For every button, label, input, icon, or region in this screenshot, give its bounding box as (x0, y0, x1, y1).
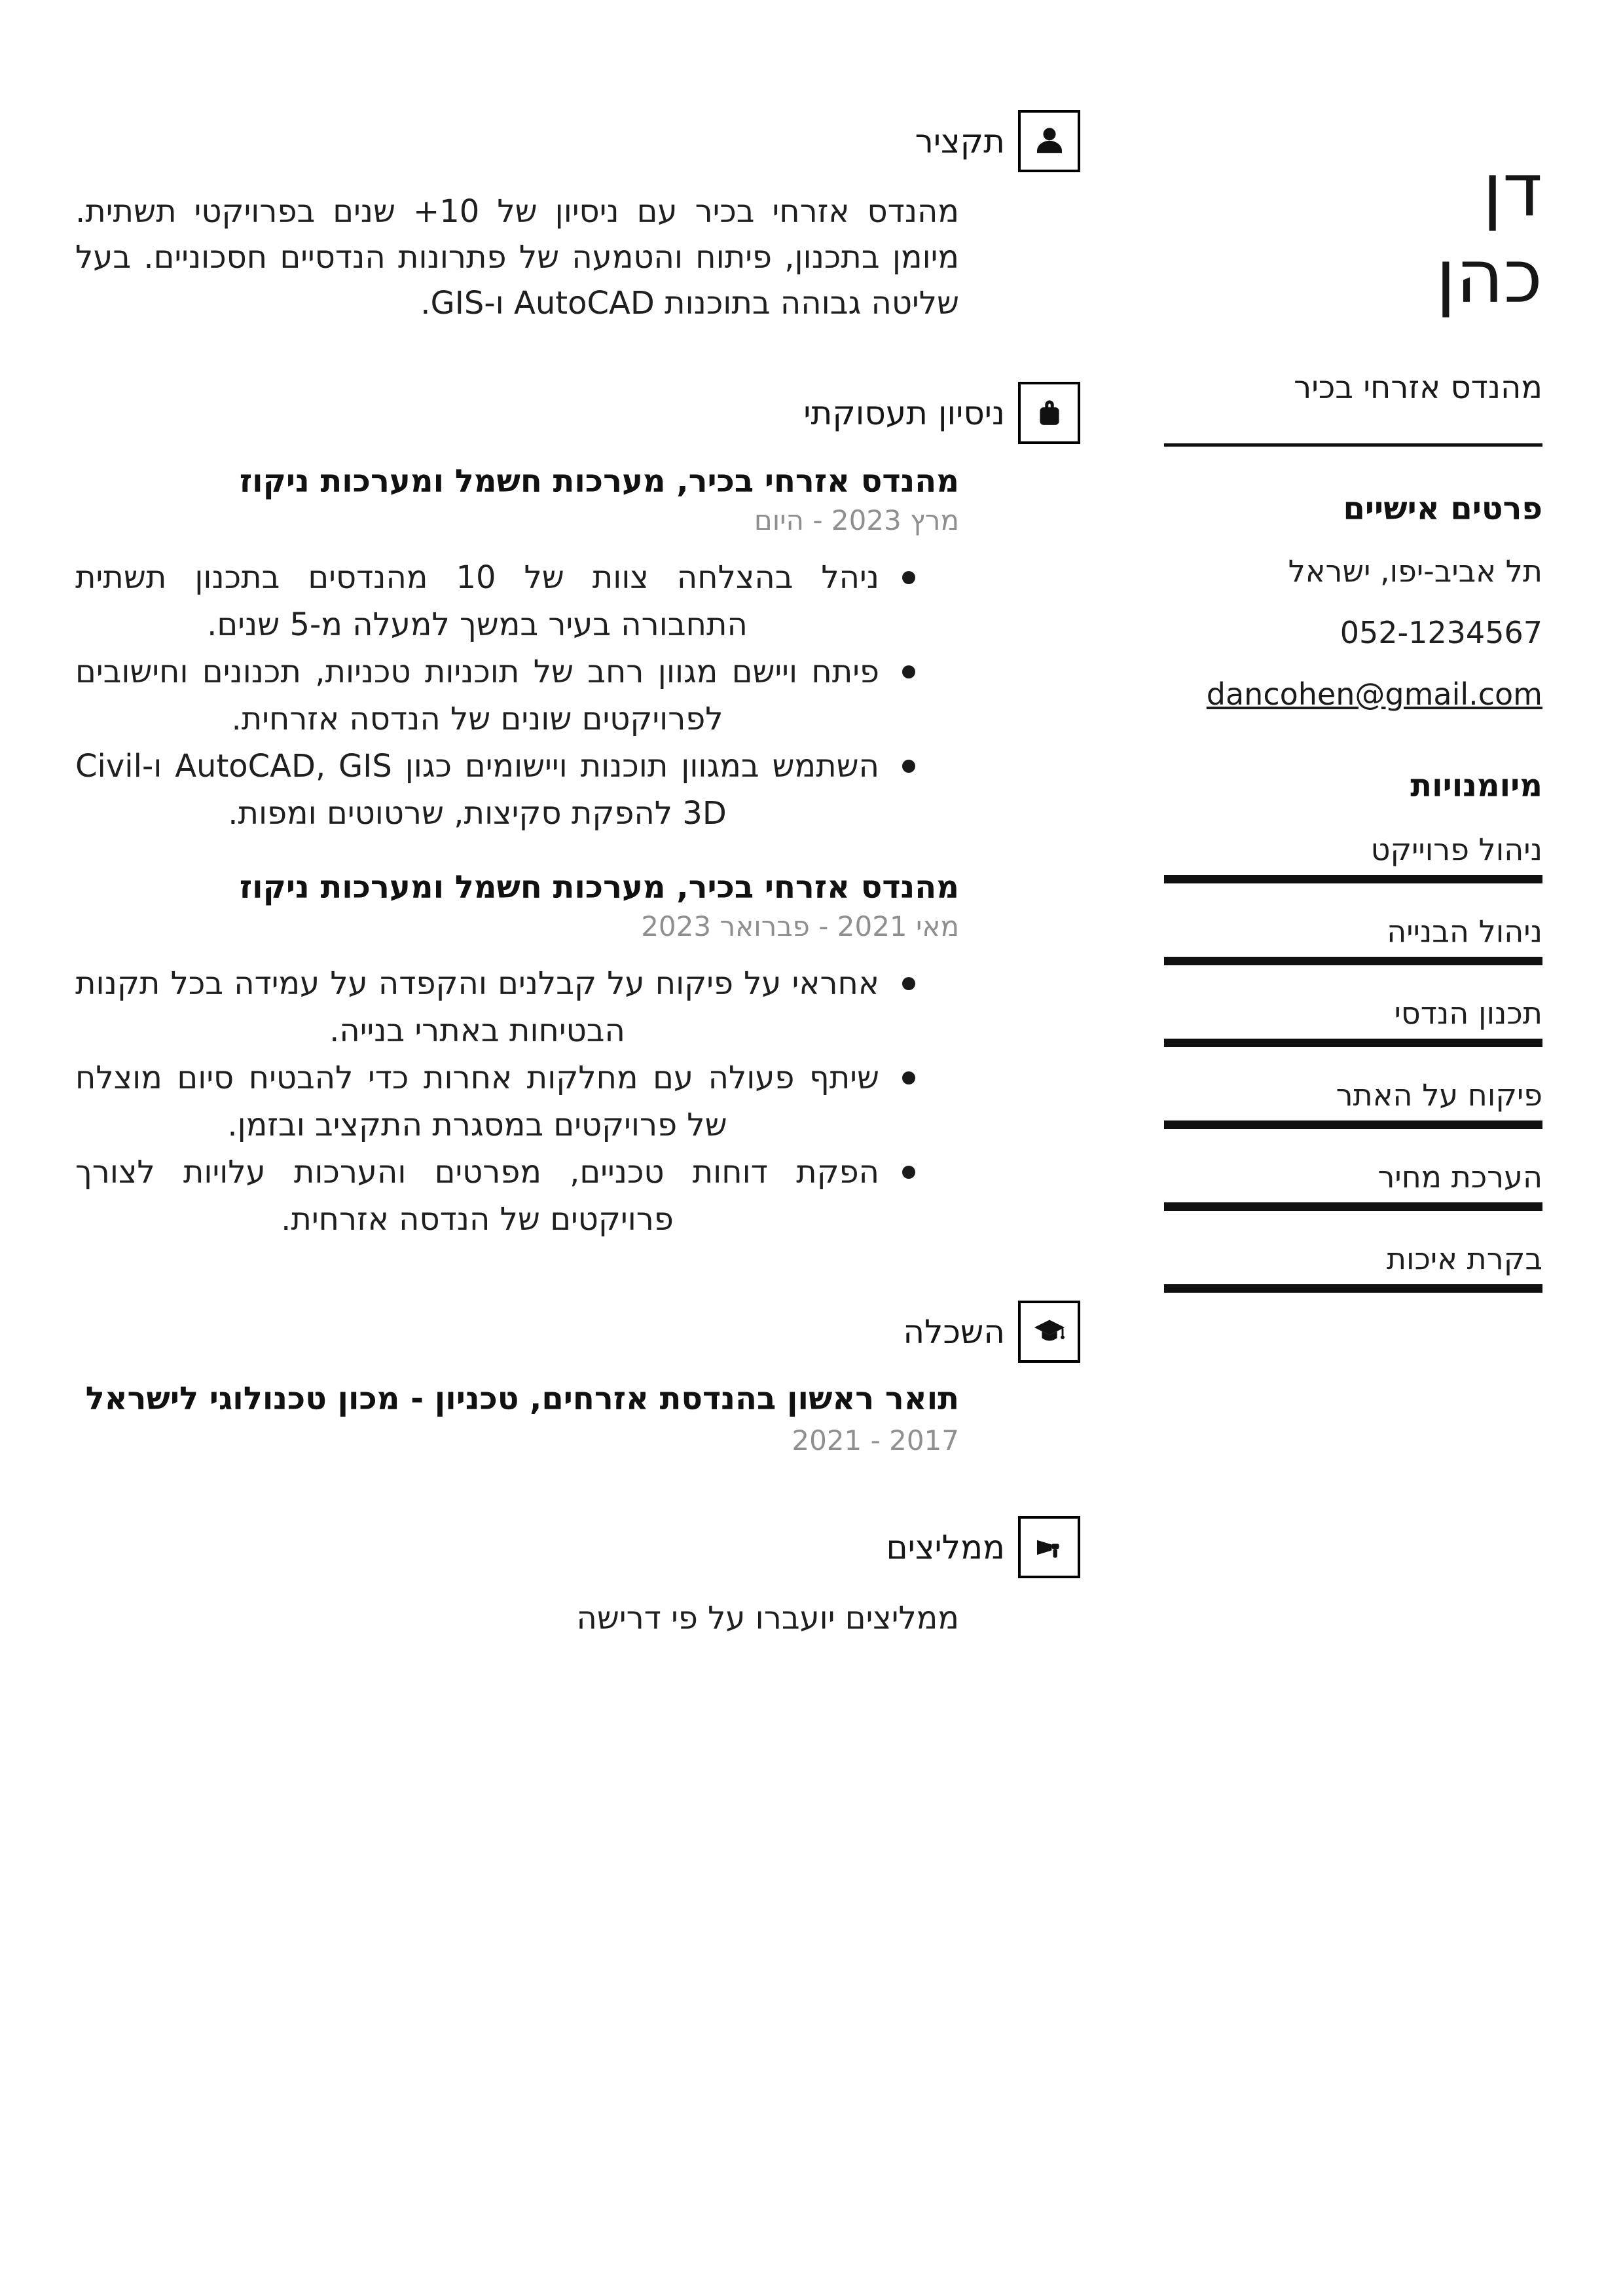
skill-item (1164, 995, 1542, 1047)
skill-item (1164, 1241, 1542, 1293)
briefcase-icon (1018, 382, 1080, 444)
person-icon (1018, 110, 1080, 172)
personal-details-heading: פרטים אישיים (1343, 491, 1542, 528)
sidebar (1164, 98, 1542, 1323)
job-dates: מאי 2021 - פברואר 2023 (641, 910, 959, 942)
skill-level-bar (1164, 1039, 1542, 1047)
skill-item (1164, 1077, 1542, 1129)
skill-level-bar (1164, 1120, 1542, 1129)
summary-section (75, 110, 1080, 326)
references-header (75, 1516, 1080, 1578)
summary-body (75, 189, 959, 326)
job-entry (75, 868, 959, 1243)
skill-level-fill (1164, 1284, 1542, 1293)
education-header (75, 1301, 1080, 1363)
job-bullet: השתמש במגוון תוכנות ויישומים כגון AutoCAD, GIS ו-Civil 3D להפקת סקיצות, שרטוטים ומפות. (75, 743, 879, 837)
skill-label: הערכת מחיר (1377, 1159, 1542, 1195)
skill-label: פיקוח על האתר (1336, 1077, 1542, 1113)
person-job-title: מהנדס אזרחי בכיר (1294, 369, 1542, 407)
summary-heading: תקציר (915, 122, 1005, 160)
skill-level-bar (1164, 875, 1542, 883)
references-body (75, 1595, 959, 1641)
degree-title: תואר ראשון בהנדסת אזרחים, טכניון - מכון טכנולוגי לישראל (85, 1380, 959, 1417)
education-dates: 2017 - 2021 (792, 1424, 959, 1456)
skill-label: בקרת איכות (1386, 1241, 1542, 1277)
phone-number: 052-1234567 (1340, 615, 1542, 651)
job-entry (75, 462, 959, 837)
skill-level-fill (1164, 1202, 1542, 1211)
skill-level-fill (1164, 957, 1542, 965)
person-name (1164, 147, 1542, 320)
references-section (75, 1516, 1080, 1641)
main-content (75, 110, 1080, 1641)
job-title: מהנדס אזרחי בכיר, מערכות חשמל ומערכות ניקוז (239, 869, 959, 906)
first-name: דן (1482, 148, 1542, 234)
job-bullet: ניהל בהצלחה צוות של 10 מהנדסים בתכנון תשתית התחבורה בעיר במשך למעלה מ-5 שנים. (75, 554, 879, 648)
job-title: מהנדס אזרחי בכיר, מערכות חשמל ומערכות ניקוז (239, 463, 959, 500)
sidebar-divider (1164, 443, 1542, 447)
skills-heading: מיומנויות (1410, 768, 1542, 805)
references-heading: ממליצים (886, 1528, 1005, 1566)
summary-text: מהנדס אזרחי בכיר עם ניסיון של 10+ שנים בפרויקטי תשתית. מיומן בתכנון, פיתוח והטמעה של פתרונות הנדסיים חסכוניים. בעל שליטה גבוהה בתוכנות AutoCAD ו-GIS. (75, 193, 959, 322)
job-bullet: שיתף פעולה עם מחלקות אחרות כדי להבטיח סיום מוצלח של פרויקטים במסגרת התקציב ובזמן. (75, 1054, 879, 1149)
skill-label: תכנון הנדסי (1394, 995, 1542, 1031)
skill-label: ניהול הבנייה (1387, 914, 1542, 950)
experience-body (75, 462, 959, 1243)
location-text: תל אביב-יפו, ישראל (1288, 553, 1542, 589)
skill-item (1164, 914, 1542, 965)
education-body (75, 1380, 959, 1457)
skill-level-bar (1164, 957, 1542, 965)
education-heading: השכלה (903, 1312, 1005, 1351)
job-bullets (75, 960, 879, 1243)
experience-heading: ניסיון תעסוקתי (803, 394, 1005, 432)
email-link[interactable]: dancohen@gmail.com (1206, 676, 1542, 713)
references-text: ממליצים יועברו על פי דרישה (576, 1600, 959, 1637)
job-bullet: פיתח ויישם מגוון רחב של תוכניות טכניות, תכנונים וחישובים לפרויקטים שונים של הנדסה אזרחית. (75, 648, 879, 743)
education-section (75, 1301, 1080, 1457)
skill-item (1164, 1159, 1542, 1211)
skill-level-bar (1164, 1202, 1542, 1211)
last-name: כהן (1436, 234, 1542, 320)
job-dates: מרץ 2023 - היום (754, 504, 959, 536)
job-bullet: אחראי על פיקוח על קבלנים והקפדה על עמידה בכל תקנות הבטיחות באתרי בנייה. (75, 960, 879, 1054)
job-bullet: הפקת דוחות טכניים, מפרטים והערכות עלויות לצורך פרויקטים של הנדסה אזרחית. (75, 1149, 879, 1243)
skill-level-fill (1164, 875, 1542, 883)
graduation-cap-icon (1018, 1301, 1080, 1363)
skill-level-fill (1164, 1039, 1542, 1047)
megaphone-icon (1018, 1516, 1080, 1578)
skill-level-bar (1164, 1284, 1542, 1293)
experience-section (75, 382, 1080, 1243)
skill-label: ניהול פרוייקט (1370, 832, 1542, 868)
skill-level-fill (1164, 1120, 1542, 1129)
skills-list (1164, 832, 1542, 1293)
experience-header (75, 382, 1080, 444)
job-bullets (75, 554, 879, 837)
skill-item (1164, 832, 1542, 883)
summary-header (75, 110, 1080, 172)
